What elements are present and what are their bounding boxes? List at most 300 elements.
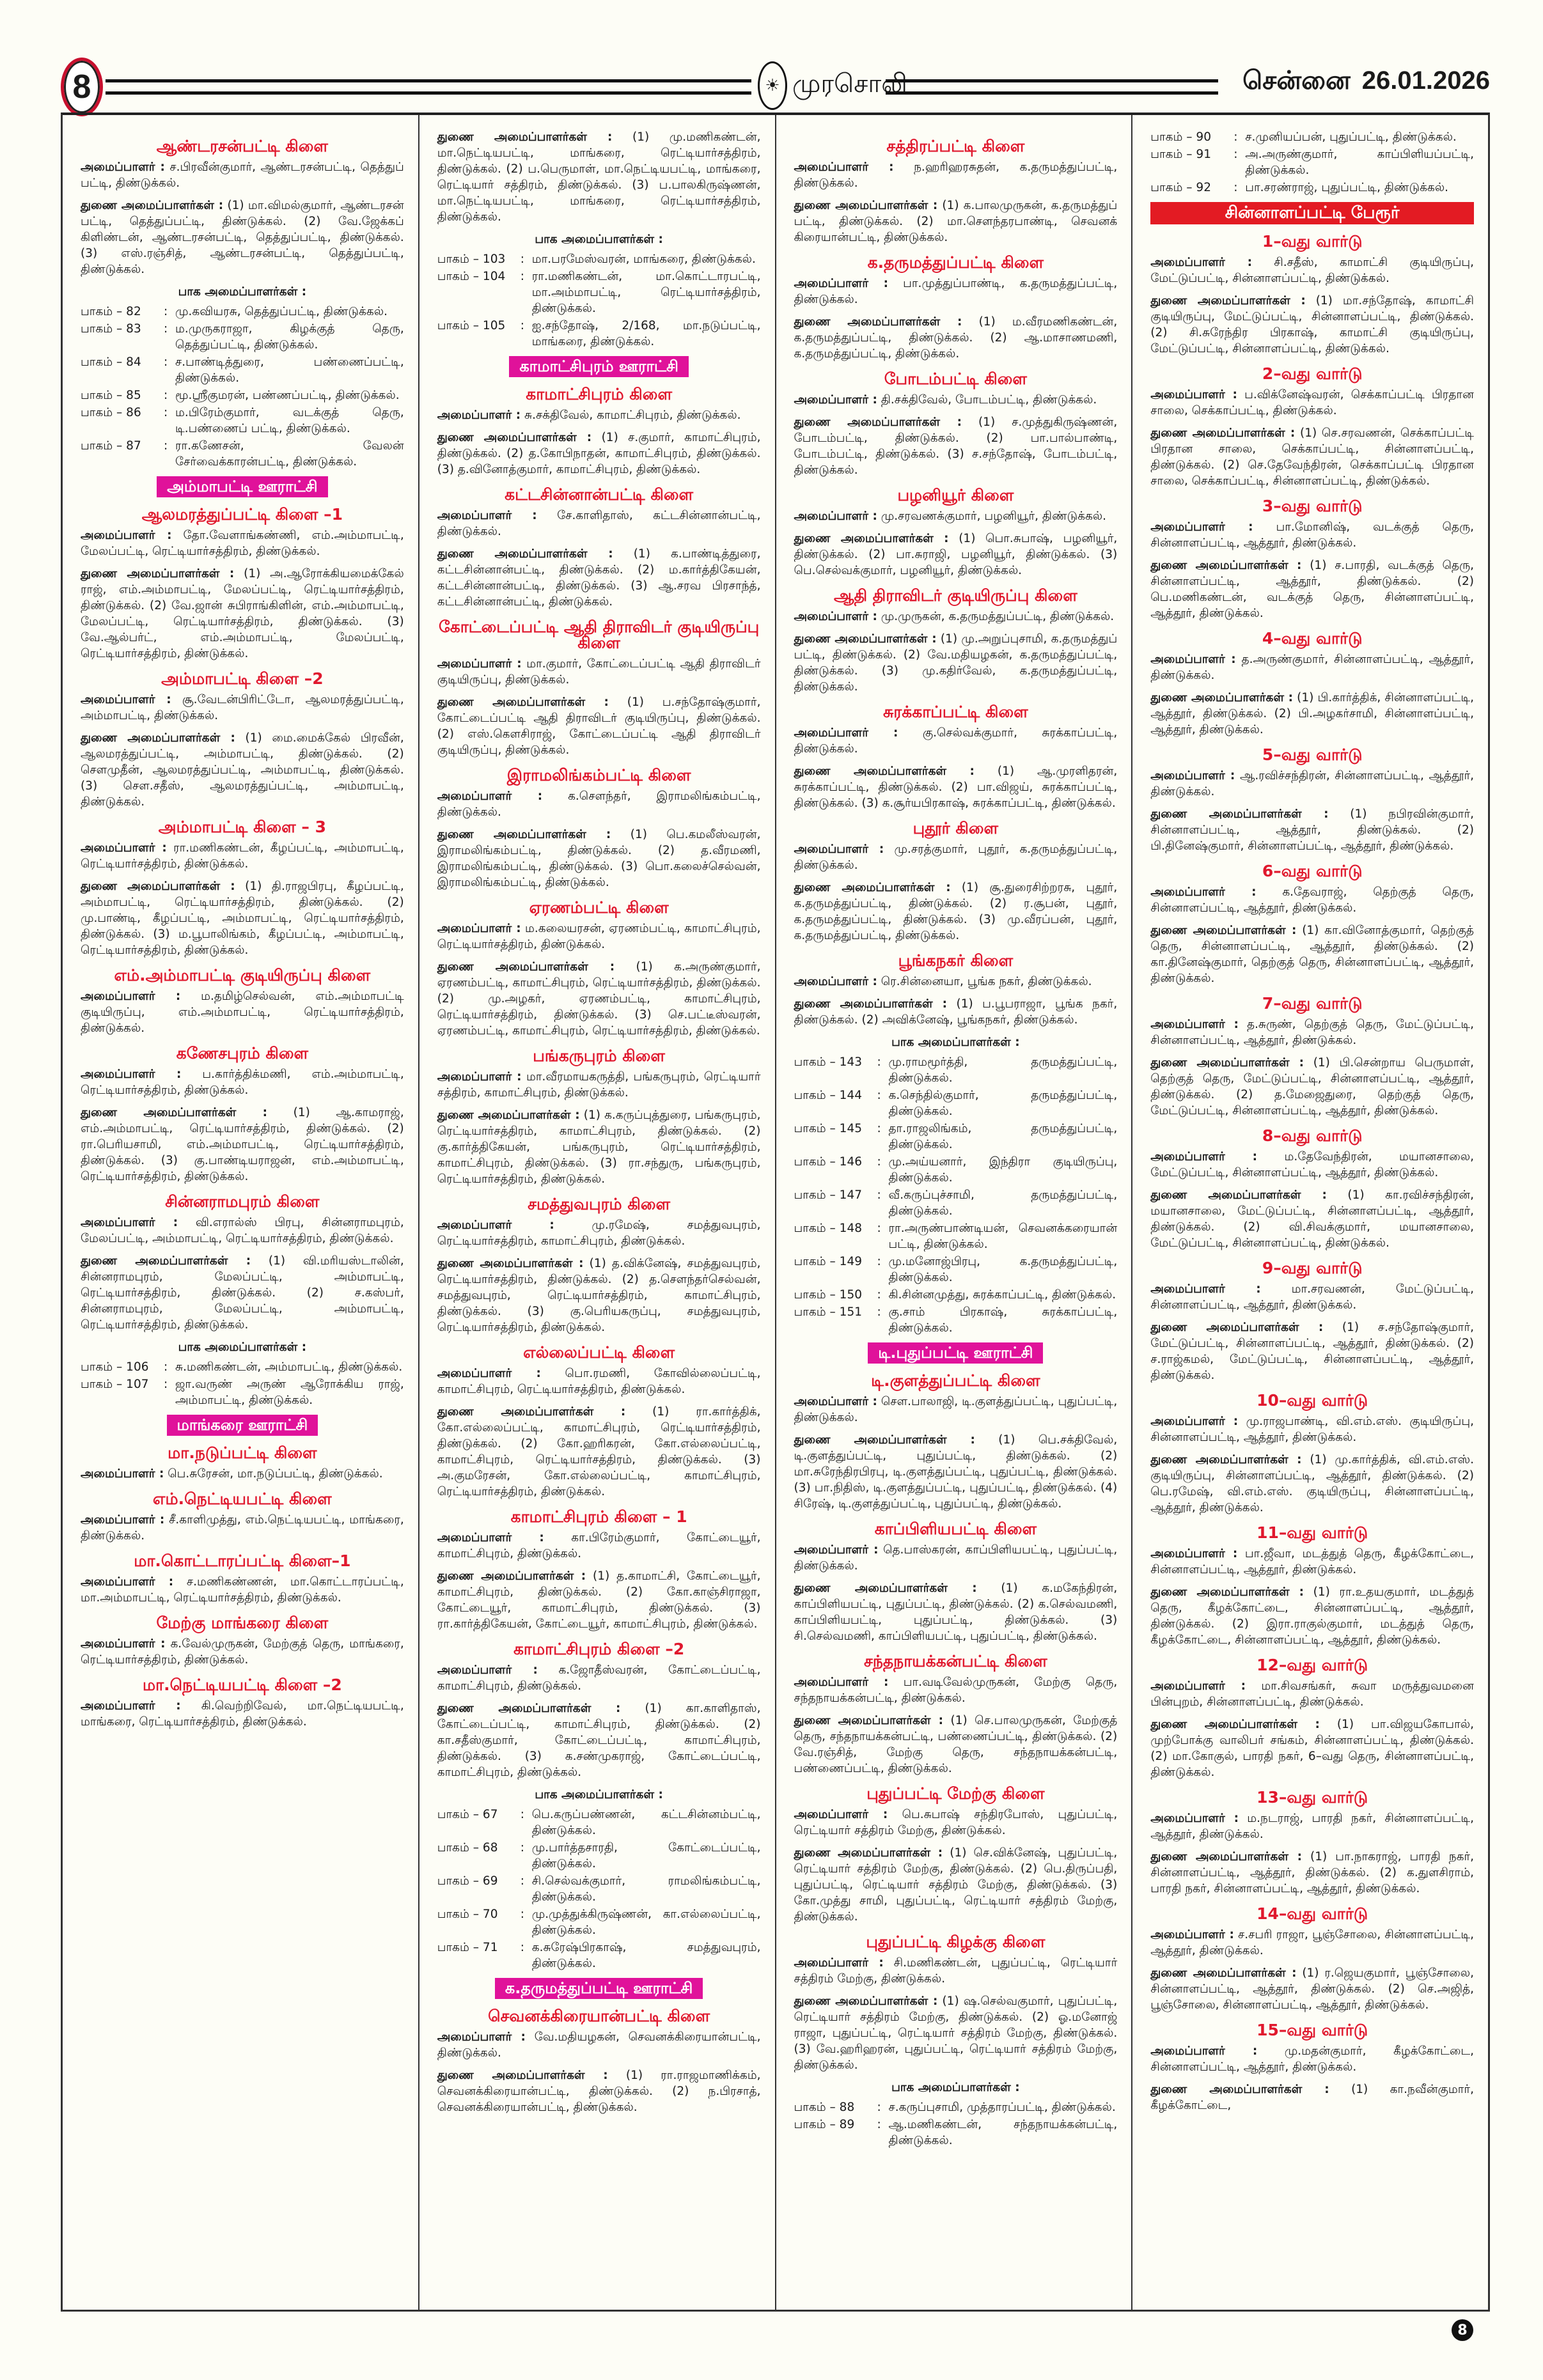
section-heading: எம்.நெட்டியபட்டி கிளை — [153, 1489, 332, 1508]
deputy-organizers-entry — [794, 880, 1118, 944]
organizer-entry — [1150, 1678, 1474, 1710]
booth-organizer-row — [794, 1154, 1118, 1186]
organizer-label: அமைப்பாளர் : — [437, 509, 537, 522]
deputy-organizers-entry — [794, 763, 1118, 811]
entry-text: ப.விக்னேஷ்வரன், செக்காப்பட்டி பிரதான சாலை, செக்காப்பட்டி, திண்டுக்கல். — [1150, 388, 1474, 417]
deputy-organizers-entry — [437, 1256, 761, 1335]
organizer-label: அமைப்பாளர் : — [1150, 2044, 1258, 2058]
booth-organizer-text: மு.முத்துக்கிருஷ்ணன், கா.எல்லைப்பட்டி, திண்டுக்கல். — [531, 1908, 761, 1937]
deputy-organizers-label: துணை அமைப்பாளர்கள் : — [437, 828, 611, 841]
entry-text: கா.பிரேம்குமார், கோட்டையூர், காமாட்சிபுரம், திண்டுக்கல். — [437, 1531, 761, 1560]
booth-number-value: 103 — [482, 253, 506, 266]
organizer-entry — [794, 159, 1118, 191]
entry-text: (1) சூ.துரைசிற்றரசு, புதூர், க.தருமத்துப்பட்டி, திண்டுக்கல். (2) ர.சூபன், புதூர், க.தருமத்துப்பட்டி, திண்டுக்கல். (3) மு.வீரப்பன், புதூர், க.தருமத்துப்பட்டி, திண்டுக்கல். — [794, 881, 1118, 942]
booth-number: பாகம் – 87 — [81, 439, 141, 453]
section-heading: 7–வது வார்டு — [1262, 994, 1363, 1013]
booth-number-value: 91 — [1196, 148, 1211, 161]
deputy-organizers-label: துணை அமைப்பாளர்கள் : — [437, 2069, 608, 2082]
booth-number: பாகம் – 149 — [794, 1255, 862, 1268]
organizer-entry — [81, 692, 404, 724]
deputy-organizers-label: துணை அமைப்பாளர்கள் : — [81, 567, 235, 580]
section-heading: எம்.அம்மாபட்டி குடியிருப்பு கிளை — [114, 966, 371, 984]
organizer-label: அமைப்பாளர் : — [1150, 1282, 1261, 1296]
entry-text: (1) மை.மைக்கேல் பிரவீன், ஆலமரத்துப்பட்டி, அம்மாபட்டி, திண்டுக்கல். (2) சௌமுதீன், ஆலமரத்துப்பட்டி, அம்மாபட்டி, திண்டுக்கல். (3) சௌ.சதீஸ், ஆலமரத்துப்பட்டி, அம்மாபட்டி, திண்டுக்கல். — [81, 731, 404, 809]
entry-text: மு.முருகன், க.தருமத்துப்பட்டி, திண்டுக்கல். — [881, 610, 1115, 623]
separator: : — [520, 1941, 524, 1954]
booth-organizer-text: ச.பாண்டித்துரை, பண்ணைப்பட்டி, திண்டுக்கல். — [175, 355, 404, 385]
entry-text: பா.ஜீவா, மடத்துத் தெரு, கீழக்கோட்டை, சின்னாளப்பட்டி, ஆத்தூர், திண்டுக்கல். — [1150, 1547, 1474, 1576]
organizer-label: அமைப்பாளர் : — [437, 789, 543, 803]
booth-organizer-row — [1150, 129, 1474, 145]
entry-text: ரெ.சின்னையா, பூங்க நகர், திண்டுக்கல். — [881, 975, 1092, 988]
entry-text: (1) ரா.கார்த்திக், கோ.எல்லைப்பட்டி, காமாட்சிபுரம், ரெட்டியார்சத்திரம், திண்டுக்கல். (2) கோ.ஹரிகரன், கோ.எல்லைப்பட்டி, காமாட்சிபுரம், ரெட்டியார்சத்திரம், திண்டுக்கல். (3) அ.குமரேசன், கோ.எல்லைப்பட்டி, காமாட்சிபுரம், ரெட்டியார்சத்திரம், திண்டுக்கல். — [437, 1405, 761, 1498]
organizer-label: அமைப்பாளர் : — [794, 1543, 879, 1557]
organizer-label: அமைப்பாளர் : — [794, 160, 894, 174]
section-heading: பூங்கநகர் கிளை — [898, 951, 1014, 970]
separator: : — [520, 1841, 524, 1855]
booth-number: பாகம் – 88 — [794, 2101, 855, 2114]
deputy-organizers-label: துணை அமைப்பாளர்கள் : — [1150, 1188, 1327, 1202]
section-heading: கோட்டைப்பட்டி ஆதி திராவிடர் குடியிருப்பு கிளை — [438, 618, 760, 652]
section-heading: மா.நடுப்பட்டி கிளை — [168, 1443, 317, 1462]
section-heading: 6–வது வார்டு — [1262, 862, 1363, 880]
entry-text: (1) பி.கார்த்திக், சின்னாளப்பட்டி, ஆத்தூர், திண்டுக்கல். (2) பி.அழகர்சாமி, சின்னாளப்பட்டி, ஆத்தூர், திண்டுக்கல். — [1150, 691, 1474, 736]
deputy-organizers-label: துணை அமைப்பாளர்கள் : — [437, 1405, 626, 1419]
organizer-entry — [437, 1530, 761, 1562]
deputy-organizers-entry — [794, 531, 1118, 579]
entry-text: க.ஜோதீஸ்வரன், கோட்டைப்பட்டி, காமாட்சிபுரம், திண்டுக்கல். — [437, 1663, 761, 1693]
separator: : — [164, 406, 168, 419]
header-rule — [106, 79, 751, 95]
separator: : — [1234, 181, 1238, 194]
separator: : — [164, 305, 168, 318]
booth-label: பாகம் — [81, 355, 113, 369]
entry-text: பெ.சுபாஷ் சந்திரபோஸ், புதுப்பட்டி, ரெட்டியார் சத்திரம் மேற்கு, திண்டுக்கல். — [794, 1808, 1118, 1837]
organizer-label: அமைப்பாளர் : — [794, 843, 884, 856]
booth-number: பாகம் – 86 — [81, 406, 141, 419]
deputy-organizers-entry — [437, 827, 761, 891]
deputy-organizers-entry — [437, 1568, 761, 1632]
entry-text: ஆ.ரவிச்சந்திரன், சின்னாளப்பட்டி, ஆத்தூர், திண்டுக்கல். — [1150, 769, 1474, 798]
deputy-organizers-label: துணை அமைப்பாளர்கள் : — [1150, 1453, 1302, 1466]
booth-organizer-row — [437, 1873, 761, 1905]
entry-text: (1) ச.குமார், காமாட்சிபுரம், திண்டுக்கல். (2) த.கோபிநாதன், காமாட்சிபுரம், திண்டுக்கல். (3) த.வினோத்குமார், காமாட்சிபுரம், திண்டுக்கல். — [437, 431, 761, 476]
entry-text: ம.தமிழ்செல்வன், எம்.அம்மாபட்டி குடியிருப்பு, எம்.அம்மாபட்டி, ரெட்டியார்சத்திரம், திண்டுக்கல். — [81, 990, 404, 1035]
entry-text: (1) பொ.சுபாஷ், பழனியூர், திண்டுக்கல். (2) பா.சுராஜி, பழனியூர், திண்டுக்கல். (3) பெ.செல்வக்குமார், பழனியூர், திண்டுக்கல். — [794, 532, 1118, 577]
deputy-organizers-label: துணை அமைப்பாளர்கள் : — [81, 880, 235, 893]
deputy-organizers-entry — [794, 414, 1118, 478]
entry-text: கி.வெற்றிவேல், மா.நெட்டியபட்டி, மாங்கரை, ரெட்டியார்சத்திரம், திண்டுக்கல். — [81, 1699, 404, 1729]
organizer-label: அமைப்பாளர் : — [437, 1531, 544, 1544]
organizer-label: அமைப்பாளர் : — [794, 1395, 877, 1408]
deputy-organizers-entry — [1150, 806, 1474, 854]
entry-text: (1) செ.சரவணன், செக்காப்பட்டி பிரதான சாலை, செக்காப்பட்டி, சின்னாளப்பட்டி, திண்டுக்கல். (2) செ.தேவேந்திரன், செக்காப்பட்டி பிரதான சாலை, செக்காப்பட்டி, சின்னாளப்பட்டி, திண்டுக்கல். — [1150, 426, 1474, 488]
separator: : — [877, 1089, 881, 1102]
booth-label: பாகம் — [437, 1908, 469, 1921]
section-heading: ஏரணம்பட்டி கிளை — [529, 898, 669, 917]
organizer-label: அமைப்பாளர் : — [794, 975, 877, 988]
organizer-entry — [1150, 884, 1474, 916]
column-4 — [1132, 115, 1488, 2310]
entry-text: (1) க.கருப்புத்துரை, பங்கருபுரம், ரெட்டியார்சத்திரம், காமாட்சிபுரம், திண்டுக்கல். (2) கு.கார்த்திகேயன், பங்கருபுரம், ரெட்டியார்சத்திரம், காமாட்சிபுரம், திண்டுக்கல். (3) ரா.சந்துரு, பங்கருபுரம், ரெட்டியார்சத்திரம், திண்டுக்கல். — [437, 1108, 761, 1186]
organizer-entry — [437, 508, 761, 540]
booth-organizer-row — [437, 1906, 761, 1938]
organizer-entry — [81, 527, 404, 559]
entry-text: (1) க.பாலமுருகன், க.தருமத்துப் பட்டி, திண்டுக்கல். (2) மா.சௌந்தரபாண்டி, செவனக் கிரையான்பட்டி, திண்டுக்கல். — [794, 199, 1118, 244]
footer-page-number: 8 — [1452, 2319, 1473, 2341]
entry-text: மு.சரவணக்குமார், பழனியூர், திண்டுக்கல். — [881, 509, 1107, 523]
booth-organizer-text: மு.மனோஜ்பிரபு, க.தருமத்துப்பட்டி, திண்டுக்கல். — [888, 1255, 1118, 1284]
separator: : — [877, 1055, 881, 1069]
organizer-entry — [81, 1698, 404, 1730]
entry-text: பா.வடிவேல்முருகன், மேற்கு தெரு, சந்தநாயக்கன்பட்டி, திண்டுக்கல். — [794, 1676, 1118, 1705]
section-heading: புதுப்பட்டி மேற்கு கிளை — [866, 1784, 1045, 1803]
organizer-label: அமைப்பாளர் : — [1150, 1547, 1238, 1560]
deputy-organizers-entry — [794, 1432, 1118, 1512]
organizer-entry — [794, 1674, 1118, 1706]
deputy-organizers-label: துணை அமைப்பாளர்கள் : — [794, 1714, 944, 1727]
pagam-subheading: பாக அமைப்பாளர்கள் : — [178, 1341, 307, 1354]
entry-text: ம.தேவேந்திரன், மயானசாலை, மேட்டுப்பட்டி, சின்னாளப்பட்டி, ஆத்தூர், திண்டுக்கல். — [1150, 1150, 1474, 1179]
column-3 — [776, 115, 1133, 2310]
deputy-organizers-label: துணை அமைப்பாளர்கள் : — [794, 199, 938, 212]
deputy-organizers-label: துணை அமைப்பாளர்கள் : — [437, 547, 613, 561]
organizer-label: அமைப்பாளர் : — [794, 1808, 888, 1821]
deputy-organizers-entry — [437, 959, 761, 1039]
booth-number-value: 106 — [126, 1360, 149, 1374]
deputy-organizers-label: துணை அமைப்பாளர்கள் : — [794, 1433, 975, 1447]
entry-text: (1) ர.ஜெயகுமார், பூஞ்சோலை, சின்னாளப்பட்டி, ஆத்தூர், திண்டுக்கல். (2) செ.அஜித், பூஞ்சோலை, சின்னாளப்பட்டி, ஆத்தூர், திண்டுக்கல். — [1150, 1966, 1474, 2012]
deputy-organizers-entry — [437, 1404, 761, 1500]
organizer-label: அமைப்பாளர் : — [1150, 1018, 1239, 1031]
booth-label: பாகம் — [794, 1288, 826, 1302]
organizer-label: அமைப்பாளர் : — [437, 408, 521, 422]
separator: : — [164, 355, 168, 369]
booth-label: பாகம் — [1150, 130, 1183, 144]
booth-number: பாகம் – 70 — [437, 1908, 498, 1921]
section-heading: சின்னராமபுரம் கிளை — [165, 1192, 320, 1211]
entry-text: (1) பெ.கமலீஸ்வரன், இராமலிங்கம்பட்டி, திண்டுக்கல். (2) த.வீரமணி, இராமலிங்கம்பட்டி, திண்டுக்கல். (3) பொ.கலைச்செல்வன், இராமலிங்கம்பட்டி, திண்டுக்கல். — [437, 828, 761, 889]
section-heading: காமாட்சிபுரம் கிளை –2 — [513, 1640, 685, 1658]
entry-text: (1) பெ.சக்திவேல், டி.குளத்துப்பட்டி, புதுப்பட்டி, திண்டுக்கல். (2) மா.சுரேந்திரபிரபு, டி.குளத்துப்பட்டி, புதுப்பட்டி, திண்டுக்கல். (3) பா.நிதிஸ், டி.குளத்துப்பட்டி, புதுப்பட்டி, திண்டுக்கல். (4) சிரேஷ், டி.குளத்துப்பட்டி, புதுப்பட்டி, திண்டுக்கல். — [794, 1433, 1118, 1511]
organizer-label: அமைப்பாளர் : — [81, 1513, 165, 1527]
entry-text: மு.ராஜபாண்டி, வி.எம்.எஸ். குடியிருப்பு, சின்னாளப்பட்டி, ஆத்தூர், திண்டுக்கல். — [1150, 1415, 1474, 1444]
booth-number-value: 89 — [839, 2118, 855, 2131]
separator: : — [520, 1908, 524, 1921]
entry-text: மா.குமார், கோட்டைப்பட்டி ஆதி திராவிடர் குடியிருப்பு, திண்டுக்கல். — [437, 657, 761, 687]
section-heading: பங்கருபுரம் கிளை — [533, 1046, 665, 1065]
deputy-organizers-label: துணை அமைப்பாளர்கள் : — [794, 881, 951, 894]
separator: : — [520, 253, 524, 266]
section-heading: புதுப்பட்டி கிழக்கு கிளை — [866, 1933, 1046, 1951]
entry-text: பெ.சுரேசன், மா.நடுப்பட்டி, திண்டுக்கல். — [168, 1467, 383, 1481]
booth-number-value: 146 — [839, 1155, 862, 1169]
entry-text: வி.எரால்ஸ் பிரபு, சின்னராமபுரம், மேலப்பட்டி, அம்மாபட்டி, ரெட்டியார்சத்திரம், திண்டுக்கல். — [81, 1216, 404, 1245]
deputy-organizers-label: துணை அமைப்பாளர்கள் : — [794, 1846, 943, 1860]
booth-label: பாகம் — [1150, 148, 1183, 161]
entry-text: மா.சிவசங்கர், சுவா மருத்துவமனை பின்புறம், சின்னாளப்பட்டி, திண்டுக்கல். — [1150, 1679, 1474, 1709]
booth-organizer-row — [1150, 146, 1474, 178]
organizer-entry — [794, 1955, 1118, 1987]
booth-number: பாகம் – 147 — [794, 1188, 862, 1202]
booth-number-value: 83 — [126, 322, 141, 336]
booth-number-value: 143 — [839, 1055, 862, 1069]
section-heading: சமத்துவபுரம் கிளை — [528, 1195, 671, 1213]
section-heading: 13–வது வார்டு — [1257, 1788, 1368, 1807]
entry-text: வே.மதியழகன், செவனக்கிரையான்பட்டி, திண்டுக்கல். — [437, 2030, 761, 2060]
deputy-organizers-label: துணை அமைப்பாளர்கள் : — [437, 960, 615, 974]
booth-label: பாகம் — [437, 270, 469, 283]
section-heading: காமாட்சிபுரம் கிளை — [526, 385, 672, 403]
organizer-entry — [1150, 1413, 1474, 1445]
section-heading: ஆதி திராவிடர் குடியிருப்பு கிளை — [833, 586, 1077, 605]
booth-label: பாகம் — [437, 1841, 469, 1855]
section-heading: புதூர் கிளை — [912, 819, 999, 837]
booth-organizer-row — [81, 438, 404, 470]
booth-label: பாகம் — [794, 1155, 826, 1169]
panchayat-banner: அம்மாபட்டி ஊராட்சி — [157, 476, 327, 497]
deputy-organizers-entry — [1150, 1584, 1474, 1648]
organizer-label: அமைப்பாளர் : — [437, 1367, 541, 1380]
booth-label: பாகம் — [81, 389, 113, 402]
booth-organizer-text: கி.சின்னமுத்து, சுரக்காப்பட்டி, திண்டுக்கல். — [888, 1288, 1116, 1302]
booth-organizer-text: மு.பார்த்தசாரதி, கோட்டைப்பட்டி, திண்டுக்கல். — [531, 1841, 761, 1871]
deputy-organizers-entry — [1150, 1319, 1474, 1383]
deputy-organizers-label: துணை அமைப்பாளர்கள் : — [1150, 294, 1306, 307]
organizer-entry — [794, 1542, 1118, 1574]
deputy-organizers-label: துணை அமைப்பாளர்கள் : — [794, 532, 949, 545]
separator: : — [877, 1288, 881, 1302]
deputy-organizers-label: துணை அமைப்பாளர்கள் : — [1150, 2083, 1329, 2096]
panchayat-banner: டி.புதுப்பட்டி ஊராட்சி — [868, 1342, 1043, 1364]
organizer-label: அமைப்பாளர் : — [794, 393, 877, 407]
booth-organizer-row — [81, 405, 404, 437]
entry-text: பா.மோனிஷ், வடக்குத் தெரு, சின்னாளப்பட்டி, ஆத்தூர், திண்டுக்கல். — [1150, 520, 1474, 550]
booth-organizer-row — [437, 268, 761, 316]
organizer-label: அமைப்பாளர் : — [794, 610, 877, 623]
booth-organizer-row — [794, 1220, 1118, 1252]
deputy-organizers-label: துணை அமைப்பாளர்கள் : — [794, 632, 937, 646]
booth-organizer-row — [794, 2117, 1118, 2149]
entry-text: சே.காளிதாஸ், கட்டசின்னான்பட்டி, திண்டுக்கல். — [437, 509, 761, 538]
booth-number-value: 149 — [839, 1255, 862, 1268]
organizer-entry — [437, 2029, 761, 2061]
entry-text: த.அருண்குமார், சின்னாளப்பட்டி, ஆத்தூர், திண்டுக்கல். — [1150, 653, 1474, 682]
booth-organizer-text: பா.சரண்ராஜ், புதுப்பட்டி, திண்டுக்கல். — [1245, 181, 1448, 194]
deputy-organizers-entry — [794, 1713, 1118, 1777]
organizer-entry — [1150, 1149, 1474, 1181]
booth-organizer-text: க.செந்தில்குமார், தருமத்துப்பட்டி, திண்டுக்கல். — [888, 1089, 1118, 1118]
deputy-organizers-entry — [1150, 293, 1474, 357]
column-2 — [419, 115, 776, 2310]
deputy-organizers-label: துணை அமைப்பாளர்கள் : — [1150, 1850, 1302, 1863]
organizer-entry — [81, 988, 404, 1036]
entry-text: (1) பா.விஜயகோபால், முற்போக்கு வாலிபர் சங்கம், சின்னாளப்பட்டி, திண்டுக்கல். (2) மா.கோகுல், பாரதி நகர், 6–வது தெரு, சின்னாளப்பட்டி, திண்டுக்கல். — [1150, 1718, 1474, 1779]
booth-organizer-row — [81, 1376, 404, 1408]
organizer-label: அமைப்பாளர் : — [81, 990, 181, 1003]
entry-text: (1) தி.ராஜபிரபு, கீழப்பட்டி, அம்மாபட்டி, ரெட்டியார்சத்திரம், திண்டுக்கல். (2) மு.பாண்டி, கீழப்பட்டி, அம்மாபட்டி, ரெட்டியார்சத்திரம், திண்டுக்கல். (3) ம.பூபாலிங்கம், கீழப்பட்டி, அம்மாபட்டி, ரெட்டியார்சத்திரம், திண்டுக்கல். — [81, 880, 404, 957]
booth-number-value: 87 — [126, 439, 141, 453]
entry-text: தோ.வேளாங்கண்ணி, எம்.அம்மாபட்டி, மேலப்பட்டி, ரெட்டியார்சத்திரம், திண்டுக்கல். — [81, 529, 404, 558]
booth-number-value: 70 — [482, 1908, 498, 1921]
booth-label: பாகம் — [437, 319, 469, 332]
booth-organizer-row — [437, 251, 761, 267]
entry-text: தி.சக்திவேல், போடம்பட்டி, திண்டுக்கல். — [881, 393, 1097, 407]
organizer-label: அமைப்பாளர் : — [81, 1467, 164, 1481]
entry-text: (1) ஆ.காமராஜ், எம்.அம்மாபட்டி, ரெட்டியார்சத்திரம், திண்டுக்கல். (2) ரா.பெரியசாமி, எம்.அம்மாபட்டி, ரெட்டியார்சத்திரம், திண்டுக்கல். (3) கு.பாண்டியராஜன், எம்.அம்மாபட்டி, ரெட்டியார்சத்திரம், திண்டுக்கல். — [81, 1106, 404, 1183]
deputy-organizers-label: துணை அமைப்பாளர்கள் : — [437, 696, 609, 709]
masthead-title: முரசொலி — [792, 70, 907, 98]
entry-text: மா.சரவணன், மேட்டுப்பட்டி, சின்னாளப்பட்டி, ஆத்தூர், திண்டுக்கல். — [1150, 1282, 1474, 1312]
booth-number: பாகம் – 82 — [81, 305, 141, 318]
section-heading: 12–வது வார்டு — [1257, 1656, 1368, 1674]
booth-organizer-row — [81, 321, 404, 353]
panchayat-banner: மாங்கரை ஊராட்சி — [167, 1415, 318, 1436]
entry-text: (1) அ.ஆரோக்கியமைக்கேல் ராஜ், எம்.அம்மாபட்டி, மேலப்பட்டி, ரெட்டியார்சத்திரம், திண்டுக்கல். (2) வே.ஜான் சுபிராங்கிளின், எம்.அம்மாபட்டி, மேலப்பட்டி, ரெட்டியார்சத்திரம், திண்டுக்கல். (3) வே.ஆல்பர்ட், எம்.அம்மாபட்டி, மேலப்பட்டி, ரெட்டியார்சத்திரம், திண்டுக்கல். — [81, 567, 404, 660]
organizer-entry — [1150, 768, 1474, 800]
section-heading: 3–வது வார்டு — [1262, 497, 1363, 515]
organizer-entry — [794, 841, 1118, 873]
town-banner: சின்னாளப்பட்டி பேரூர் — [1150, 202, 1474, 224]
organizer-entry — [1150, 254, 1474, 286]
entry-text: கு.செல்வக்குமார், சுரக்காப்பட்டி, திண்டுக்கல். — [794, 726, 1118, 756]
deputy-organizers-entry — [437, 694, 761, 758]
deputy-organizers-label: துணை அமைப்பாளர்கள் : — [1150, 559, 1302, 572]
organizer-entry — [794, 1394, 1118, 1426]
deputy-organizers-entry — [81, 566, 404, 662]
organizer-entry — [437, 407, 761, 423]
booth-label: பாகம் — [794, 2118, 826, 2131]
deputy-organizers-entry — [1150, 1452, 1474, 1516]
booth-number: பாகம் – 144 — [794, 1089, 862, 1102]
organizer-label: அமைப்பாளர் : — [1150, 256, 1252, 269]
booth-organizer-text: சு.மணிகண்டன், அம்மாபட்டி, திண்டுக்கல். — [175, 1360, 403, 1374]
entry-text: (1) கா.ரவிச்சந்திரன், மயானசாலை, மேட்டுப்பட்டி, சின்னாளப்பட்டி, ஆத்தூர், திண்டுக்கல். (2) வி.சிவக்குமார், மயானசாலை, மேட்டுப்பட்டி, சின்னாளப்பட்டி, திண்டுக்கல். — [1150, 1188, 1474, 1250]
deputy-organizers-entry — [81, 1105, 404, 1185]
booth-organizer-row — [81, 387, 404, 403]
organizer-entry — [794, 725, 1118, 757]
deputy-organizers-entry — [81, 730, 404, 810]
organizer-label: அமைப்பாளர் : — [437, 657, 522, 671]
entry-text: பொ.ரமணி, கோவில்லைப்பட்டி, காமாட்சிபுரம், ரெட்டியார்சத்திரம், திண்டுக்கல். — [437, 1367, 761, 1396]
booth-organizer-text: ச.முனியப்பன், புதுப்பட்டி, திண்டுக்கல். — [1245, 130, 1457, 144]
section-heading: பழனியூர் கிளை — [897, 486, 1014, 504]
deputy-organizers-entry — [1150, 1965, 1474, 2013]
booth-number: பாகம் – 67 — [437, 1808, 498, 1821]
entry-text: (1) செ.விக்னேஷ், புதுப்பட்டி, ரெட்டியார் சத்திரம் மேற்கு, திண்டுக்கல். (2) பெ.திருப்பதி, புதுப்பட்டி, ரெட்டியார் சத்திரம் மேற்கு, திண்டுக்கல். (3) கோ.முத்து சாமி, புதுப்பட்டி, ரெட்டியார் சத்திரம் மேற்கு, திண்டுக்கல். — [794, 1846, 1118, 1924]
booth-number-value: 145 — [839, 1122, 862, 1135]
booth-number-value: 90 — [1196, 130, 1211, 144]
booth-number-value: 151 — [839, 1305, 862, 1319]
deputy-organizers-label: துணை அமைப்பாளர்கள் : — [437, 1569, 586, 1583]
separator: : — [520, 319, 524, 332]
entry-text: (1) மு.மணிகண்டன், மா.நெட்டியபட்டி, மாங்கரை, ரெட்டியார்சத்திரம், திண்டுக்கல். (2) ப.பெருமாள், மா.நெட்டியபட்டி, மாங்கரை, ரெட்டியார் சத்திரம், திண்டுக்கல். (3) ப.பாலகிருஷ்ணன், மா.நெட்டியபட்டி, மாங்கரை, ரெட்டியார்சத்திரம், திண்டுக்கல். — [437, 130, 761, 224]
booth-number-value: 88 — [839, 2101, 855, 2114]
entry-text: மு.ரமேஷ், சமத்துவபுரம், ரெட்டியார்சத்திரம், காமாட்சிபுரம், திண்டுக்கல். — [437, 1218, 761, 1248]
entry-text: (1) மு.அறுப்புசாமி, க.தருமத்துப் பட்டி, திண்டுக்கல். (2) வே.மதியழகன், க.தருமத்துப்பட்டி, திண்டுக்கல். (3) மு.கதிர்வேல், க.தருமத்துப்பட்டி, திண்டுக்கல். — [794, 632, 1118, 694]
section-heading: 14–வது வார்டு — [1257, 1904, 1368, 1923]
booth-organizer-text: சி.செல்வக்குமார், ராமலிங்கம்பட்டி, திண்டுக்கல். — [531, 1874, 761, 1904]
booth-organizer-row — [794, 1121, 1118, 1153]
section-heading: கணேசபுரம் கிளை — [176, 1044, 309, 1062]
organizer-entry — [81, 1066, 404, 1098]
booth-organizer-text: ஜா.வருண் அருண் ஆரோக்கிய ராஜ், அம்மாபட்டி, திண்டுக்கல். — [175, 1378, 404, 1407]
deputy-organizers-entry — [1150, 1055, 1474, 1119]
booth-organizer-text: மு.கவியரசு, தெத்துப்பட்டி, திண்டுக்கல். — [175, 305, 388, 318]
deputy-organizers-label: துணை அமைப்பாளர்கள் : — [1150, 426, 1296, 440]
entry-text: ச.பிரவீன்குமார், ஆண்டரசன்பட்டி, தெத்துப் பட்டி, திண்டுக்கல். — [81, 160, 404, 190]
organizer-entry — [437, 788, 761, 820]
section-heading: டி.குளத்துப்பட்டி கிளை — [871, 1371, 1040, 1390]
booth-label: பாகம் — [437, 1874, 469, 1888]
separator: : — [877, 1155, 881, 1169]
booth-organizer-row — [794, 1087, 1118, 1119]
organizer-label: அமைப்பாளர் : — [81, 1216, 178, 1229]
booth-label: பாகம் — [794, 2101, 826, 2114]
booth-number-value: 71 — [482, 1941, 498, 1954]
deputy-organizers-entry — [794, 996, 1118, 1028]
organizer-entry — [794, 609, 1118, 625]
organizer-entry — [1150, 387, 1474, 419]
organizer-entry — [1150, 1016, 1474, 1048]
entry-text: தெ.பாஸ்கரன், காப்பிளியபட்டி, புதுப்பட்டி, திண்டுக்கல். — [794, 1543, 1118, 1573]
organizer-label: அமைப்பாளர் : — [437, 1070, 522, 1084]
booth-number: பாகம் – 68 — [437, 1841, 498, 1855]
booth-number-value: 85 — [126, 389, 141, 402]
booth-organizer-text: ம.பிரேம்குமார், வடக்குத் தெரு, டி.பண்ணைப் பட்டி, திண்டுக்கல். — [175, 406, 404, 435]
entry-text: மு.சரத்குமார், புதூர், க.தருமத்துப்பட்டி, திண்டுக்கல். — [794, 843, 1118, 872]
deputy-organizers-label: துணை அமைப்பாளர்கள் : — [81, 1254, 251, 1268]
entry-text: (1) க.மகேந்திரன், காப்பிளியபட்டி, புதுப்பட்டி, திண்டுக்கல். (2) க.செல்வமணி, காப்பிளியபட்டி, புதுப்பட்டி, திண்டுக்கல். (3) சி.செல்வமணி, காப்பிளியபட்டி, புதுப்பட்டி, திண்டுக்கல். — [794, 1582, 1118, 1643]
entry-text: ம.கலையரசன், ஏரணம்பட்டி, காமாட்சிபுரம், ரெட்டியார்சத்திரம், திண்டுக்கல். — [437, 922, 761, 951]
organizer-label: அமைப்பாளர் : — [81, 841, 167, 855]
organizer-label: அமைப்பாளர் : — [1150, 1928, 1234, 1941]
booth-organizer-row — [437, 1940, 761, 1972]
deputy-organizers-label: துணை அமைப்பாளர்கள் : — [437, 130, 613, 144]
booth-organizer-text: பெ.கருப்பண்ணன், கட்டசின்னம்பட்டி, திண்டுக்கல். — [531, 1808, 761, 1837]
entry-text: (1) க.பாண்டித்துரை, கட்டசின்னான்பட்டி, திண்டுக்கல். (2) ம.கார்த்திகேயன், கட்டசின்னான்பட்டி, திண்டுக்கல். (3) ஆ.சரவ பிரசாந்த், கட்டசின்னான்பட்டி, திண்டுக்கல். — [437, 547, 761, 609]
booth-number: பாகம் – 103 — [437, 253, 506, 266]
page-header — [61, 58, 1490, 115]
entry-text: (1) த.காமாட்சி, கோட்டையூர், காமாட்சிபுரம், திண்டுக்கல். (2) கோ.காஞ்சிராஜா, கோட்டையூர், காமாட்சிபுரம், திண்டுக்கல். (3) ரா.கார்த்திகேயன், கோட்டையூர், காமாட்சிபுரம், திண்டுக்கல். — [437, 1569, 761, 1631]
entry-text: சீ.காளிமுத்து, எம்.நெட்டியபட்டி, மாங்கரை, திண்டுக்கல். — [81, 1513, 404, 1543]
entry-text: சி.சதீஸ், காமாட்சி குடியிருப்பு, மேட்டுப்பட்டி, சின்னாளப்பட்டி, திண்டுக்கல். — [1150, 256, 1474, 285]
booth-number: பாகம் – 105 — [437, 319, 506, 332]
booth-organizer-text: ம.முருகராஜா, கிழக்குத் தெரு, தெத்துப்பட்டி, திண்டுக்கல். — [175, 322, 404, 352]
booth-organizer-row — [794, 2099, 1118, 2115]
entry-text: (1) செ.பாலமுருகன், மேற்குத் தெரு, சந்தநாயக்கன்பட்டி, பண்ணைப்பட்டி, திண்டுக்கல். (2) வே.ரஞ்சித், மேற்கு தெரு, சந்தநாயக்கன்பட்டி, பண்ணைப்பட்டி, திண்டுக்கல். — [794, 1714, 1118, 1775]
entry-text: (1) கா.காளிதாஸ், கோட்டைப்பட்டி, காமாட்சிபுரம், திண்டுக்கல். (2) கா.சதீஸ்குமார், கோட்டைப்பட்டி, காமாட்சிபுரம், திண்டுக்கல். (3) க.சண்முகராஜ், கோட்டைப்பட்டி, காமாட்சிபுரம், திண்டுக்கல். — [437, 1702, 761, 1779]
booth-number: பாகம் – 91 — [1150, 148, 1211, 161]
section-heading: கட்டசின்னான்பட்டி கிளை — [505, 485, 694, 504]
booth-organizer-row — [437, 1807, 761, 1839]
deputy-organizers-label: துணை அமைப்பாளர்கள் : — [437, 1257, 584, 1270]
booth-number-value: 144 — [839, 1089, 862, 1102]
deputy-organizers-label: துணை அமைப்பாளர்கள் : — [1150, 1585, 1304, 1599]
organizer-label: அமைப்பாளர் : — [794, 1676, 889, 1689]
section-heading: மா.நெட்டியபட்டி கிளை –2 — [142, 1676, 342, 1694]
deputy-organizers-label: துணை அமைப்பாளர்கள் : — [437, 1108, 580, 1122]
deputy-organizers-label: துணை அமைப்பாளர்கள் : — [1150, 1056, 1304, 1069]
organizer-entry — [794, 974, 1118, 990]
booth-number-value: 104 — [482, 270, 506, 283]
deputy-organizers-label: துணை அமைப்பாளர்கள் : — [1150, 924, 1297, 937]
section-heading: சந்தநாயக்கன்பட்டி கிளை — [864, 1652, 1047, 1670]
entry-text: ம.நடராஜ், பாரதி நகர், சின்னாளப்பட்டி, ஆத்தூர், திண்டுக்கல். — [1150, 1812, 1474, 1841]
organizer-label: அமைப்பாளர் : — [1150, 1415, 1239, 1428]
section-heading: அம்மாபட்டி கிளை –2 — [161, 669, 324, 688]
entry-text: (1) ரா.உதயகுமார், மடத்துத் தெரு, கீழக்கோட்டை, சின்னாளப்பட்டி, ஆத்தூர், திண்டுக்கல். (2) இரா.ராகுல்குமார், மடத்துத் தெரு, கீழக்கோட்டை, சின்னாளப்பட்டி, ஆத்தூர், திண்டுக்கல். — [1150, 1585, 1474, 1647]
